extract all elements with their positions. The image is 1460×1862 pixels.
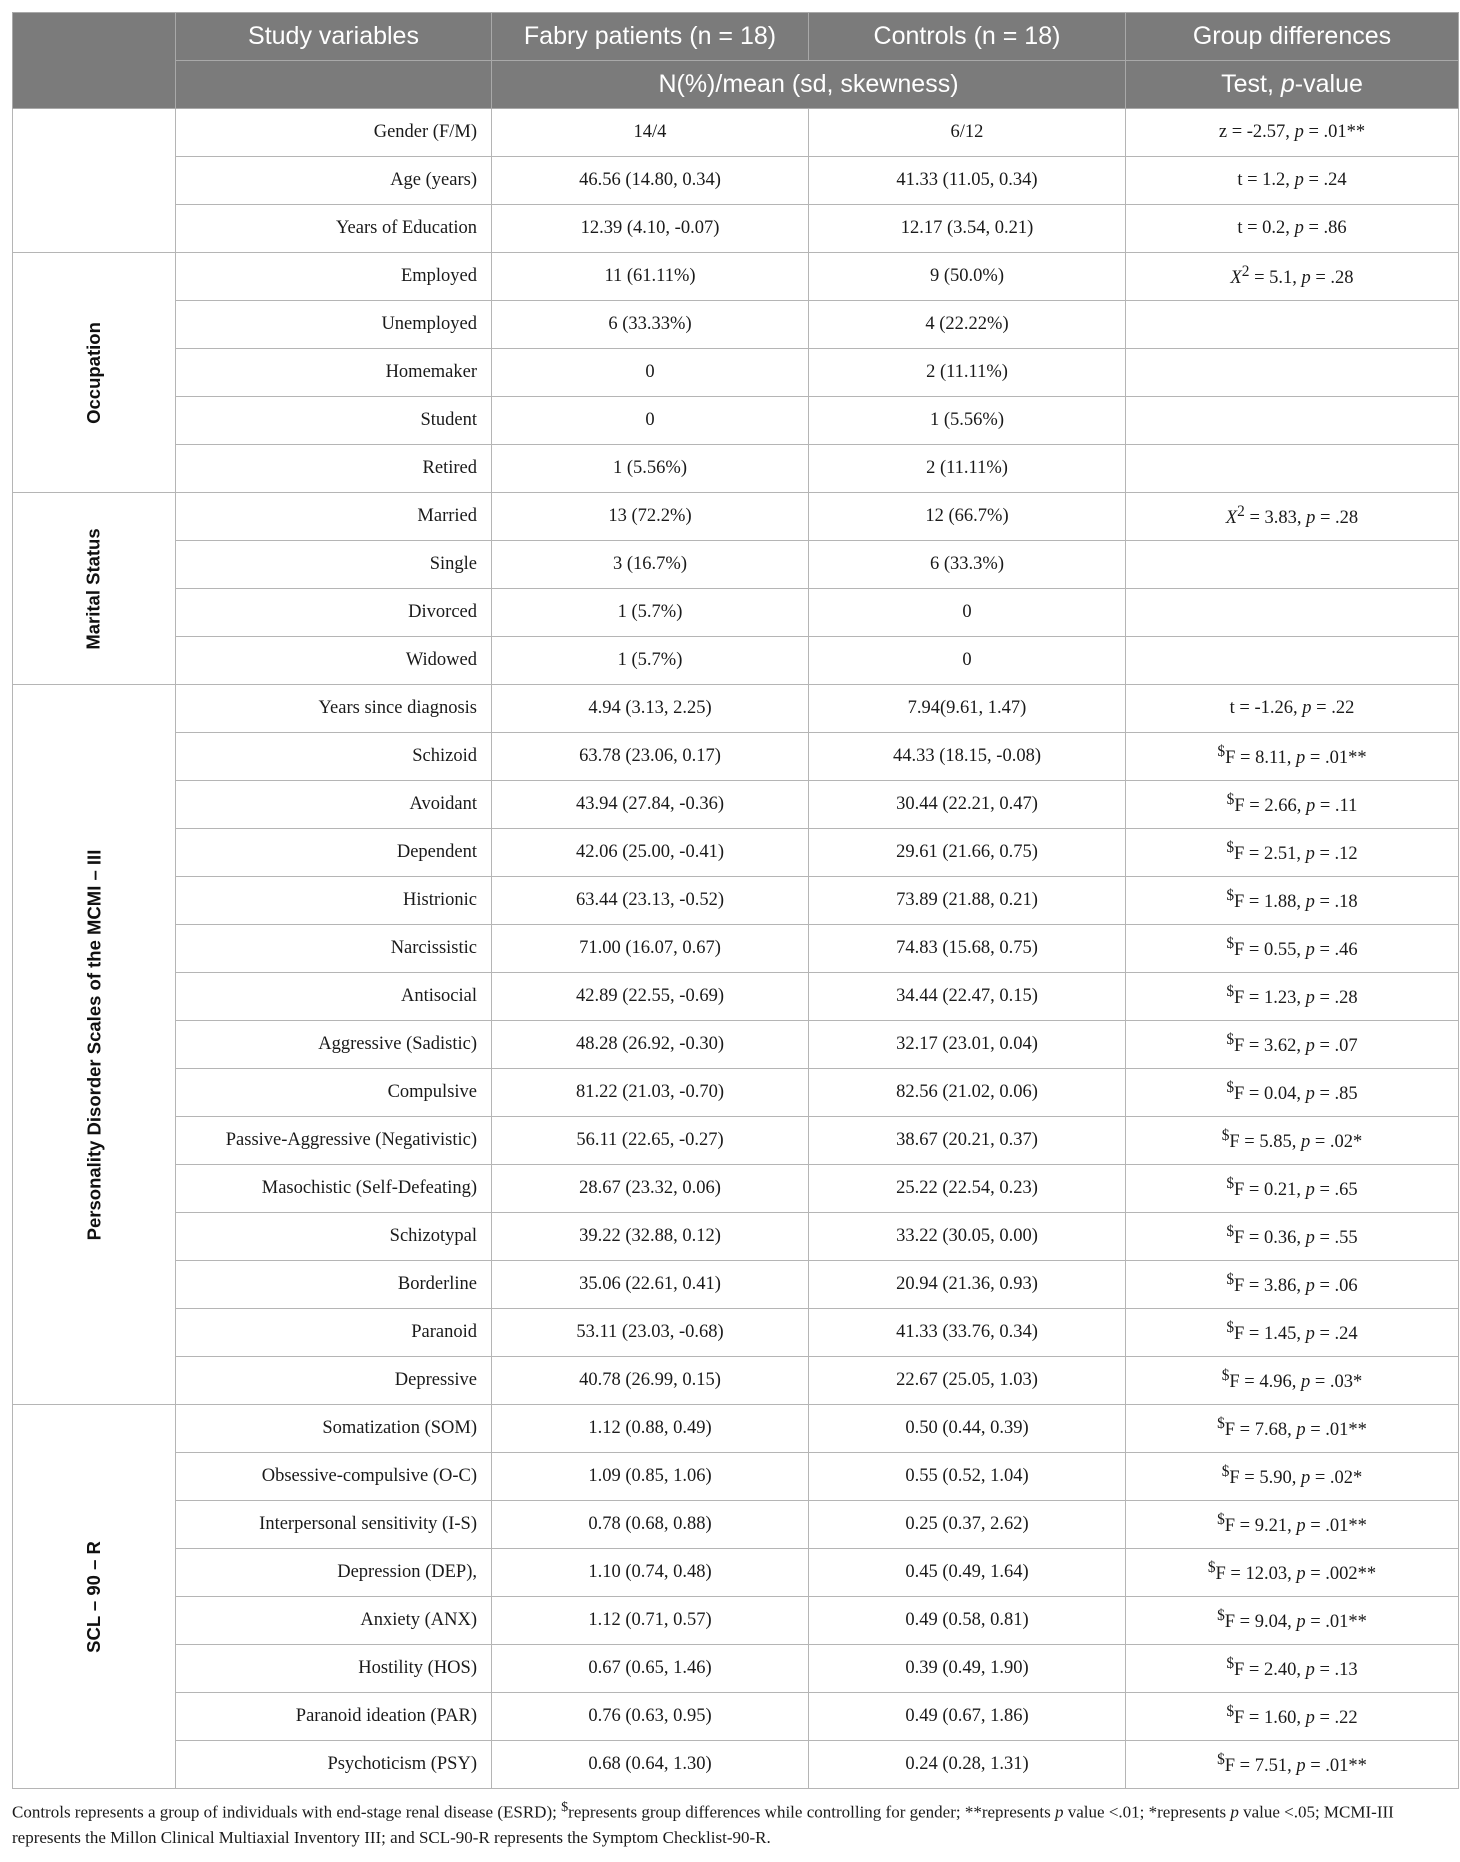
variable-name: Psychoticism (PSY): [176, 1741, 492, 1789]
fabry-value: 63.78 (23.06, 0.17): [492, 733, 809, 781]
controls-value: 0: [809, 637, 1126, 685]
variable-name: Masochistic (Self-Defeating): [176, 1165, 492, 1213]
header-row-2: [13, 61, 1459, 109]
fabry-value: 42.89 (22.55, -0.69): [492, 973, 809, 1021]
group-difference-test: $F = 7.68, p = .01**: [1126, 1405, 1459, 1453]
table-row: [13, 877, 1459, 925]
group-label: Occupation: [82, 321, 104, 424]
group-difference-test: $F = 7.51, p = .01**: [1126, 1741, 1459, 1789]
group-difference-test: z = -2.57, p = .01**: [1126, 109, 1459, 157]
group-difference-test: $F = 0.36, p = .55: [1126, 1213, 1459, 1261]
fabry-value: 42.06 (25.00, -0.41): [492, 829, 809, 877]
variable-name: Aggressive (Sadistic): [176, 1021, 492, 1069]
fabry-value: 43.94 (27.84, -0.36): [492, 781, 809, 829]
header-controls: Controls (n = 18): [809, 13, 1126, 61]
group-difference-test: $F = 0.04, p = .85: [1126, 1069, 1459, 1117]
controls-value: 0.49 (0.67, 1.86): [809, 1693, 1126, 1741]
fabry-value: 1.12 (0.71, 0.57): [492, 1597, 809, 1645]
group-label: Marital Status: [83, 527, 104, 650]
header-corner: [13, 13, 176, 109]
table-row: [13, 1549, 1459, 1597]
fabry-value: 3 (16.7%): [492, 541, 809, 589]
group-difference-test: $F = 0.21, p = .65: [1126, 1165, 1459, 1213]
variable-name: Paranoid ideation (PAR): [176, 1693, 492, 1741]
group-difference-test: [1126, 637, 1459, 685]
group-difference-test: $F = 3.62, p = .07: [1126, 1021, 1459, 1069]
group-difference-test: $F = 9.21, p = .01**: [1126, 1501, 1459, 1549]
table-row: [13, 1597, 1459, 1645]
variable-name: Years since diagnosis: [176, 685, 492, 733]
table-row: [13, 205, 1459, 253]
variable-name: Anxiety (ANX): [176, 1597, 492, 1645]
table-row: [13, 589, 1459, 637]
variable-name: Antisocial: [176, 973, 492, 1021]
group-difference-test: $F = 9.04, p = .01**: [1126, 1597, 1459, 1645]
variable-name: Borderline: [176, 1261, 492, 1309]
table-row: [13, 1741, 1459, 1789]
variable-name: Passive-Aggressive (Negativistic): [176, 1117, 492, 1165]
table-row: [13, 829, 1459, 877]
group-difference-test: $F = 3.86, p = .06: [1126, 1261, 1459, 1309]
header-blank: [176, 61, 492, 109]
group-difference-test: [1126, 445, 1459, 493]
controls-value: 73.89 (21.88, 0.21): [809, 877, 1126, 925]
variable-name: Employed: [176, 253, 492, 301]
fabry-value: 14/4: [492, 109, 809, 157]
header-study-variables: Study variables: [176, 13, 492, 61]
controls-value: 12 (66.7%): [809, 493, 1126, 541]
table-row: [13, 157, 1459, 205]
variable-name: Interpersonal sensitivity (I-S): [176, 1501, 492, 1549]
controls-value: 0.45 (0.49, 1.64): [809, 1549, 1126, 1597]
variable-name: Student: [176, 397, 492, 445]
table-row: [13, 301, 1459, 349]
group-label: SCL – 90 – R: [83, 1540, 104, 1653]
table-row: [13, 541, 1459, 589]
fabry-value: 0: [492, 397, 809, 445]
table-row: [13, 1261, 1459, 1309]
fabry-value: 53.11 (23.03, -0.68): [492, 1309, 809, 1357]
table-row: [13, 1213, 1459, 1261]
group-difference-test: $F = 1.60, p = .22: [1126, 1693, 1459, 1741]
table-row: [13, 109, 1459, 157]
controls-value: 0.25 (0.37, 2.62): [809, 1501, 1126, 1549]
variable-name: Widowed: [176, 637, 492, 685]
variable-name: Retired: [176, 445, 492, 493]
table-row: [13, 637, 1459, 685]
controls-value: 0: [809, 589, 1126, 637]
group-difference-test: $F = 4.96, p = .03*: [1126, 1357, 1459, 1405]
variable-name: Obsessive-compulsive (O-C): [176, 1453, 492, 1501]
table-row: [13, 925, 1459, 973]
controls-value: 22.67 (25.05, 1.03): [809, 1357, 1126, 1405]
table-row: [13, 781, 1459, 829]
controls-value: 32.17 (23.01, 0.04): [809, 1021, 1126, 1069]
variable-name: Unemployed: [176, 301, 492, 349]
group-difference-test: [1126, 397, 1459, 445]
controls-value: 6/12: [809, 109, 1126, 157]
controls-value: 4 (22.22%): [809, 301, 1126, 349]
group-difference-test: t = 0.2, p = .86: [1126, 205, 1459, 253]
group-difference-test: $F = 1.23, p = .28: [1126, 973, 1459, 1021]
controls-value: 30.44 (22.21, 0.47): [809, 781, 1126, 829]
group-difference-test: $F = 2.51, p = .12: [1126, 829, 1459, 877]
variable-name: Gender (F/M): [176, 109, 492, 157]
fabry-value: 63.44 (23.13, -0.52): [492, 877, 809, 925]
group-difference-test: t = -1.26, p = .22: [1126, 685, 1459, 733]
controls-value: 41.33 (33.76, 0.34): [809, 1309, 1126, 1357]
variable-name: Narcissistic: [176, 925, 492, 973]
table-row: [13, 1501, 1459, 1549]
controls-value: 2 (11.11%): [809, 349, 1126, 397]
variable-name: Compulsive: [176, 1069, 492, 1117]
variable-name: Divorced: [176, 589, 492, 637]
table-row: [13, 397, 1459, 445]
table-footnote: Controls represents a group of individuals with end-stage renal disease (ESRD); $represents group differences while controlling for gender; **represents p value <.01; *represents p value <.05; MCMI-III represents the Millon Clinical Multiaxial Inventory III; and SCL-90-R represents the Symptom Checklist-90-R.: [12, 1799, 1394, 1847]
group-difference-test: $F = 12.03, p = .002**: [1126, 1549, 1459, 1597]
group-difference-test: $F = 5.90, p = .02*: [1126, 1453, 1459, 1501]
table-row: [13, 733, 1459, 781]
fabry-value: 46.56 (14.80, 0.34): [492, 157, 809, 205]
variable-name: Single: [176, 541, 492, 589]
controls-value: 29.61 (21.66, 0.75): [809, 829, 1126, 877]
controls-value: 41.33 (11.05, 0.34): [809, 157, 1126, 205]
fabry-value: 1 (5.7%): [492, 637, 809, 685]
table-row: [13, 1165, 1459, 1213]
fabry-value: 0: [492, 349, 809, 397]
fabry-value: 1 (5.7%): [492, 589, 809, 637]
fabry-value: 13 (72.2%): [492, 493, 809, 541]
controls-value: 9 (50.0%): [809, 253, 1126, 301]
fabry-value: 0.67 (0.65, 1.46): [492, 1645, 809, 1693]
header-row-1: [13, 13, 1459, 61]
fabry-value: 40.78 (26.99, 0.15): [492, 1357, 809, 1405]
variable-name: Schizotypal: [176, 1213, 492, 1261]
header-group-differences: Group differences: [1126, 13, 1459, 61]
table-row: [13, 349, 1459, 397]
group-difference-test: $F = 1.88, p = .18: [1126, 877, 1459, 925]
header-test-pvalue: Test, p-value: [1126, 61, 1459, 109]
controls-value: 82.56 (21.02, 0.06): [809, 1069, 1126, 1117]
table-header: [13, 13, 1459, 109]
controls-value: 1 (5.56%): [809, 397, 1126, 445]
group-label-cell: [13, 109, 176, 253]
controls-value: 34.44 (22.47, 0.15): [809, 973, 1126, 1021]
fabry-value: 6 (33.33%): [492, 301, 809, 349]
fabry-value: 56.11 (22.65, -0.27): [492, 1117, 809, 1165]
group-difference-test: $X^2 = 5.1$, p = .28: [1126, 253, 1459, 301]
group-label-cell: [13, 253, 176, 493]
controls-value: 0.50 (0.44, 0.39): [809, 1405, 1126, 1453]
variable-name: Hostility (HOS): [176, 1645, 492, 1693]
controls-value: 12.17 (3.54, 0.21): [809, 205, 1126, 253]
controls-value: 2 (11.11%): [809, 445, 1126, 493]
controls-value: 0.24 (0.28, 1.31): [809, 1741, 1126, 1789]
header-fabry: Fabry patients (n = 18): [492, 13, 809, 61]
variable-name: Married: [176, 493, 492, 541]
controls-value: 33.22 (30.05, 0.00): [809, 1213, 1126, 1261]
table-row: [13, 685, 1459, 733]
group-difference-test: $F = 0.55, p = .46: [1126, 925, 1459, 973]
fabry-value: 11 (61.11%): [492, 253, 809, 301]
fabry-value: 1.09 (0.85, 1.06): [492, 1453, 809, 1501]
controls-value: 6 (33.3%): [809, 541, 1126, 589]
table-body: [13, 109, 1459, 1789]
fabry-value: 0.68 (0.64, 1.30): [492, 1741, 809, 1789]
fabry-value: 12.39 (4.10, -0.07): [492, 205, 809, 253]
fabry-value: 71.00 (16.07, 0.67): [492, 925, 809, 973]
controls-value: 74.83 (15.68, 0.75): [809, 925, 1126, 973]
variable-name: Somatization (SOM): [176, 1405, 492, 1453]
table-row: [13, 1069, 1459, 1117]
fabry-value: 1.10 (0.74, 0.48): [492, 1549, 809, 1597]
controls-value: 0.49 (0.58, 0.81): [809, 1597, 1126, 1645]
results-table: [12, 12, 1459, 1789]
variable-name: Schizoid: [176, 733, 492, 781]
controls-value: 25.22 (22.54, 0.23): [809, 1165, 1126, 1213]
variable-name: Avoidant: [176, 781, 492, 829]
variable-name: Histrionic: [176, 877, 492, 925]
variable-name: Homemaker: [176, 349, 492, 397]
group-difference-test: $F = 2.66, p = .11: [1126, 781, 1459, 829]
table-row: [13, 1357, 1459, 1405]
group-label-cell: [13, 493, 176, 685]
controls-value: 0.55 (0.52, 1.04): [809, 1453, 1126, 1501]
group-difference-test: [1126, 541, 1459, 589]
table-row: [13, 493, 1459, 541]
table-row: [13, 1693, 1459, 1741]
fabry-value: 4.94 (3.13, 2.25): [492, 685, 809, 733]
group-difference-test: [1126, 589, 1459, 637]
header-statistic-format: N(%)/mean (sd, skewness): [492, 61, 1126, 109]
controls-value: 20.94 (21.36, 0.93): [809, 1261, 1126, 1309]
controls-value: 38.67 (20.21, 0.37): [809, 1117, 1126, 1165]
table-row: [13, 1645, 1459, 1693]
table-row: [13, 253, 1459, 301]
fabry-value: 81.22 (21.03, -0.70): [492, 1069, 809, 1117]
table-row: [13, 1309, 1459, 1357]
variable-name: Depressive: [176, 1357, 492, 1405]
controls-value: 44.33 (18.15, -0.08): [809, 733, 1126, 781]
group-label-cell: [13, 685, 176, 1405]
variable-name: Depression (DEP),: [176, 1549, 492, 1597]
controls-value: 0.39 (0.49, 1.90): [809, 1645, 1126, 1693]
group-difference-test: $F = 5.85, p = .02*: [1126, 1117, 1459, 1165]
variable-name: Years of Education: [176, 205, 492, 253]
variable-name: Paranoid: [176, 1309, 492, 1357]
variable-name: Dependent: [176, 829, 492, 877]
fabry-value: 48.28 (26.92, -0.30): [492, 1021, 809, 1069]
table-row: [13, 1117, 1459, 1165]
controls-value: 7.94(9.61, 1.47): [809, 685, 1126, 733]
variable-name: Age (years): [176, 157, 492, 205]
fabry-value: 0.76 (0.63, 0.95): [492, 1693, 809, 1741]
group-difference-test: [1126, 349, 1459, 397]
fabry-value: 28.67 (23.32, 0.06): [492, 1165, 809, 1213]
fabry-value: 1 (5.56%): [492, 445, 809, 493]
table-row: [13, 445, 1459, 493]
table-row: [13, 1453, 1459, 1501]
table-figure: [12, 12, 1458, 1850]
group-difference-test: $X^2 = 3.83$, p = .28: [1126, 493, 1459, 541]
table-row: [13, 973, 1459, 1021]
group-difference-test: $F = 2.40, p = .13: [1126, 1645, 1459, 1693]
fabry-value: 1.12 (0.88, 0.49): [492, 1405, 809, 1453]
table-row: [13, 1405, 1459, 1453]
group-label-cell: [13, 1405, 176, 1789]
fabry-value: 0.78 (0.68, 0.88): [492, 1501, 809, 1549]
group-label: Personality Disorder Scales of the MCMI – III: [83, 849, 105, 1240]
group-difference-test: $F = 8.11, p = .01**: [1126, 733, 1459, 781]
fabry-value: 39.22 (32.88, 0.12): [492, 1213, 809, 1261]
group-difference-test: $F = 1.45, p = .24: [1126, 1309, 1459, 1357]
fabry-value: 35.06 (22.61, 0.41): [492, 1261, 809, 1309]
table-row: [13, 1021, 1459, 1069]
group-difference-test: t = 1.2, p = .24: [1126, 157, 1459, 205]
group-difference-test: [1126, 301, 1459, 349]
